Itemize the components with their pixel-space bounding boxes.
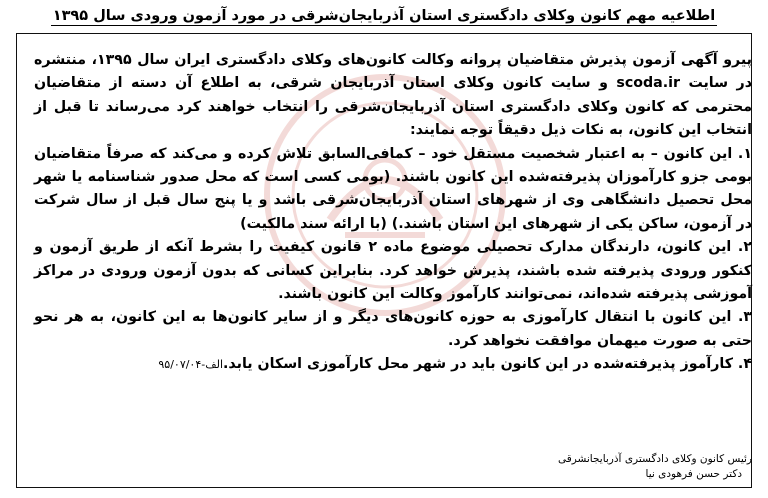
signature-name: دکتر حسن فرهودی نیا bbox=[645, 468, 742, 480]
item-3: ۳. این کانون با انتقال کارآموزی به حوزه کانون‌های دیگر و از سایر کانون‌ها به این کانون، به هر نحو حتی به صورت میهمان موافقت نخواهد کرد. bbox=[34, 309, 752, 349]
announcement-title bbox=[0, 6, 768, 26]
signature-block bbox=[558, 452, 752, 482]
intro-paragraph: پیرو آگهی آزمون پذیرش متقاضیان پروانه وکالت کانون‌های وکلای دادگستری ایران سال ۱۳۹۵، منتشره در سایت scoda.ir و سایت کانون وکلای استان آذربایجان شرقی، به اطلاع آن دسته از متقاضیان محترمی که کانون وکلای دادگستری استان آذربایجان‌شرقی را انتخاب خواهند کرد می‌رساند تا قبل از انتخاب این کانون، به نکات ذیل دقیقاً توجه نمایند: bbox=[34, 52, 752, 139]
announcement-title-text: اطلاعیه مهم کانون وکلای دادگستری استان آذربایجان‌شرقی در مورد آزمون ورودی سال ۱۳۹۵ bbox=[52, 8, 716, 24]
item-4-text: ۴. کارآموز پذیرفته‌شده در این کانون باید در شهر محل کارآموزی اسکان یابد. bbox=[223, 356, 752, 373]
announcement-body bbox=[34, 49, 752, 377]
reference-code: الف-۹۵/۰۷/۰۴ bbox=[158, 358, 224, 372]
item-2: ۲. این کانون، دارندگان مدارک تحصیلی موضوع ماده ۲ قانون کیفیت را بشرط آنکه از طریق آزمون و کنکور ورودی پذیرفته شده باشند، پذیرش خواهد کرد. بنابراین کسانی که بدون آزمون ورودی در مراکز آموزشی پذیرفته شده‌اند، نمی‌توانند کارآموز وکالت این کانون باشند. bbox=[34, 239, 752, 303]
item-1: ۱. این کانون – به اعتبار شخصیت مستقل خود – کمافی‌السابق تلاش کرده و می‌کند که صرفاً متقاضیان بومی جزو کارآموزان پذیرفته‌شده این کانون باشند. (بومی کسی است که محل صدور شناسنامه یا شهر محل تحصیل دانشگاهی وی از شهرهای استان آذربایجان‌شرقی باشد و یا پنج سال قبل از سال شرکت در آزمون، ساکن یکی از شهرهای این استان باشند.) (با ارائه سند مالکیت) bbox=[34, 145, 752, 232]
signature-title: رئیس کانون وکلای دادگستری آذربایجانشرقی bbox=[557, 453, 752, 465]
item-4 bbox=[34, 353, 752, 376]
